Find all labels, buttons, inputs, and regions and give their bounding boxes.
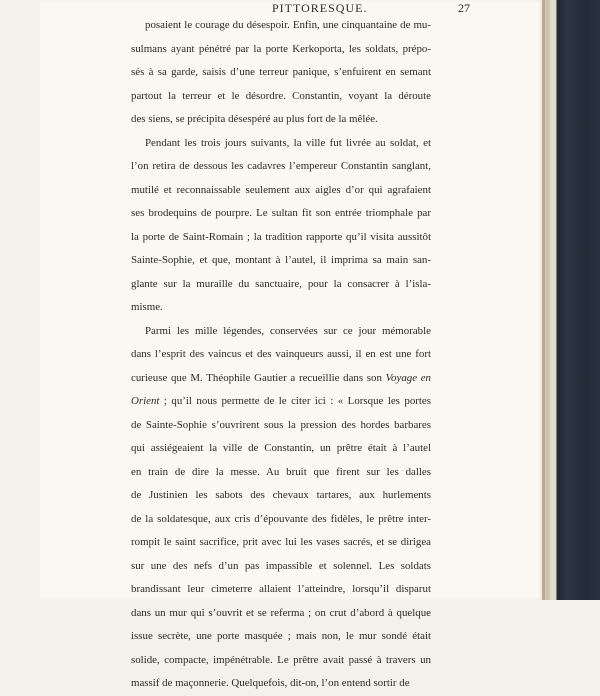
text-line: Pendant les trois jours suivants, la ville fut livrée au soldat, et [145,136,431,149]
text-line: Sainte-Sophie, et que, montant à l’autel, il imprima sa main san- [131,254,431,266]
text-line: partout la terreur et le désordre. Constantin, voyant la déroute [131,89,431,102]
paragraph [131,14,431,132]
text-line: en train de dire la messe. Au bruit que firent sur les dalles [131,465,431,478]
text-line: rompit le saint sacrifice, prit avec lui les vases sacrés, et se dirigea [131,536,431,548]
text-line: dans l’esprit des vaincus et des vainqueurs aussi, il en est une fort [131,348,431,360]
text-line: brandissant leur cimeterre allaient l’atteindre, lorsqu’il disparut [131,583,431,595]
running-head: PITTORESQUE. [272,1,368,15]
paragraph [131,132,431,320]
text-line: de la soldatesque, aux cris d’épouvante des fidèles, le prêtre inter- [131,512,431,525]
text-line: curieuse que M. Théophile Gautier a recueillie dans son Voyage en [131,371,432,384]
book-binding [542,0,600,600]
text-line: solide, compacte, impénétrable. Le prêtre avait passé à travers un [131,653,431,666]
text-line: dans un mur qui s’ouvrit et se referma ; on crut d’abord à quelque [131,606,431,619]
text-line: posaient le courage du désespoir. Enfin, une cinquantaine de mu- [145,19,431,31]
text-line: sur une des nefs d’un pas impassible et solennel. Les soldats [131,559,431,572]
text-line: de Sainte-Sophie s’ouvrirent sous la pression des hordes barbares [131,418,431,431]
text-line: massif de maçonnerie. Quelquefois, dit-on, l’on entend sortir de [131,677,410,689]
text-line: sés à sa garde, saisis d’une terreur panique, s’enfuirent en semant [131,66,431,78]
text-line: Parmi les mille légendes, conservées sur ce jour mémorable [145,324,431,337]
text-line: glante sur la muraille du sanctuaire, pour la consacrer à l’isla- [131,277,431,290]
body-text [131,14,431,696]
text-line: des siens, se précipita désespéré au plus fort de la mêlée. [131,113,378,125]
text-line: qui assiégeaient la ville de Constantin, un prêtre était à l’autel [131,442,431,454]
text-line: sulmans ayant pénétré par la porte Kerkoporta, les soldats, prépo- [131,42,431,55]
text-line: Orient ; qu’il nous permette de le citer ici : « Lorsque les portes [131,395,431,407]
text-line: issue secrète, une porte masquée ; mais non, le mur sondé était [131,630,431,642]
text-line: l’on retira de dessous les cadavres l’empereur Constantin sanglant, [131,160,431,172]
page-edge [542,0,545,600]
text-line: de Justinien les sabots des chevaux tartares, aux hurlements [131,489,431,501]
paragraph [131,320,431,696]
text-line: mutilé et reconnaissable seulement aux aigles d’or qui agrafaient [131,183,431,196]
text-line: ses brodequins de pourpre. Le sultan fit son entrée triomphale par [131,207,431,219]
text-line: misme. [131,301,163,313]
text-line: la porte de Saint-Romain ; la tradition rapporte qu’il visita aussitôt [131,230,431,243]
page-number: 27 [458,1,470,15]
